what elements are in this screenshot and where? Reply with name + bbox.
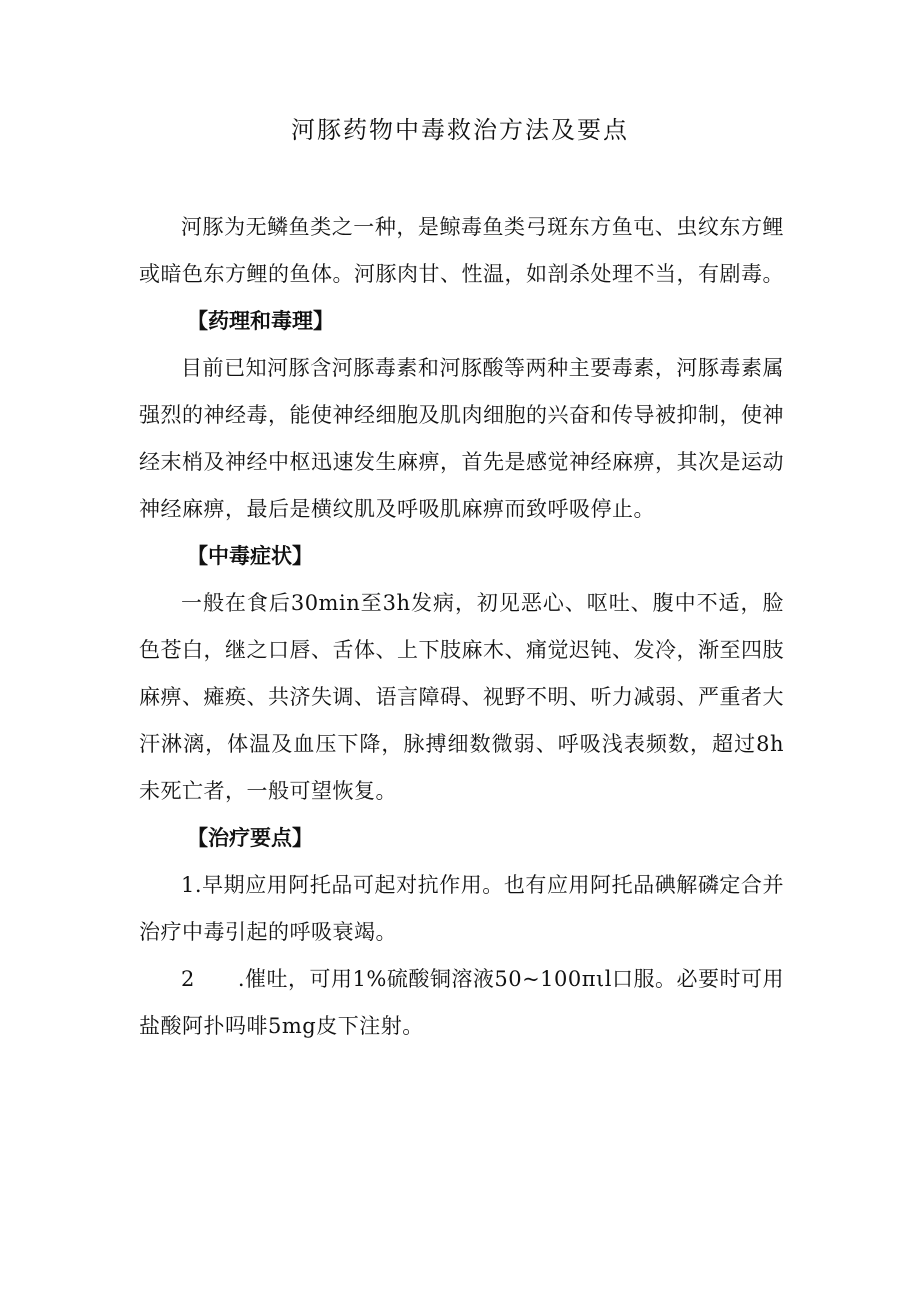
treatment-item-2: 2 .催吐，可用1%硫酸铜溶液50~100πιl口服。必要时可用盐酸阿扑吗啡5mg皮下注射。 [139, 967, 785, 1038]
section-heading-pharmacology: 【药理和毒理】 [187, 309, 334, 333]
intro-paragraph: 河豚为无鳞鱼类之一种，是鲸毒鱼类弓斑东方鱼屯、虫纹东方鲤或暗色东方鲤的鱼体。河豚肉甘、性温，如剖杀处理不当，有剧毒。 [139, 215, 784, 286]
section-heading-treatment: 【治疗要点】 [187, 826, 313, 850]
section-heading-symptoms: 【中毒症状】 [187, 544, 313, 568]
treatment-item-1: 1.早期应用阿托品可起对抗作用。也有应用阿托品碘解磷定合并治疗中毒引起的呼吸衰竭。 [139, 873, 784, 944]
page-title: 河豚药物中毒救治方法及要点 [291, 116, 629, 144]
symptoms-paragraph: 一般在食后30min至3h发病，初见恶心、呕吐、腹中不适，脸色苍白，继之口唇、舌体、上下肢麻木、痛觉迟钝、发冷，渐至四肢麻痹、瘫痪、共济失调、语言障碍、视野不明、听力减弱、严重者大汗淋漓，体温及血压下降，脉搏细数微弱、呼吸浅表频数，超过8h未死亡者，一般可望恢复。 [139, 591, 784, 803]
document-body [139, 204, 784, 1050]
pharmacology-paragraph: 目前已知河豚含河豚毒素和河豚酸等两种主要毒素，河豚毒素属强烈的神经毒，能使神经细胞及肌肉细胞的兴奋和传导被抑制，使神经末梢及神经中枢迅速发生麻痹，首先是感觉神经麻痹，其次是运动神经麻痹，最后是横纹肌及呼吸肌麻痹而致呼吸停止。 [139, 356, 784, 521]
